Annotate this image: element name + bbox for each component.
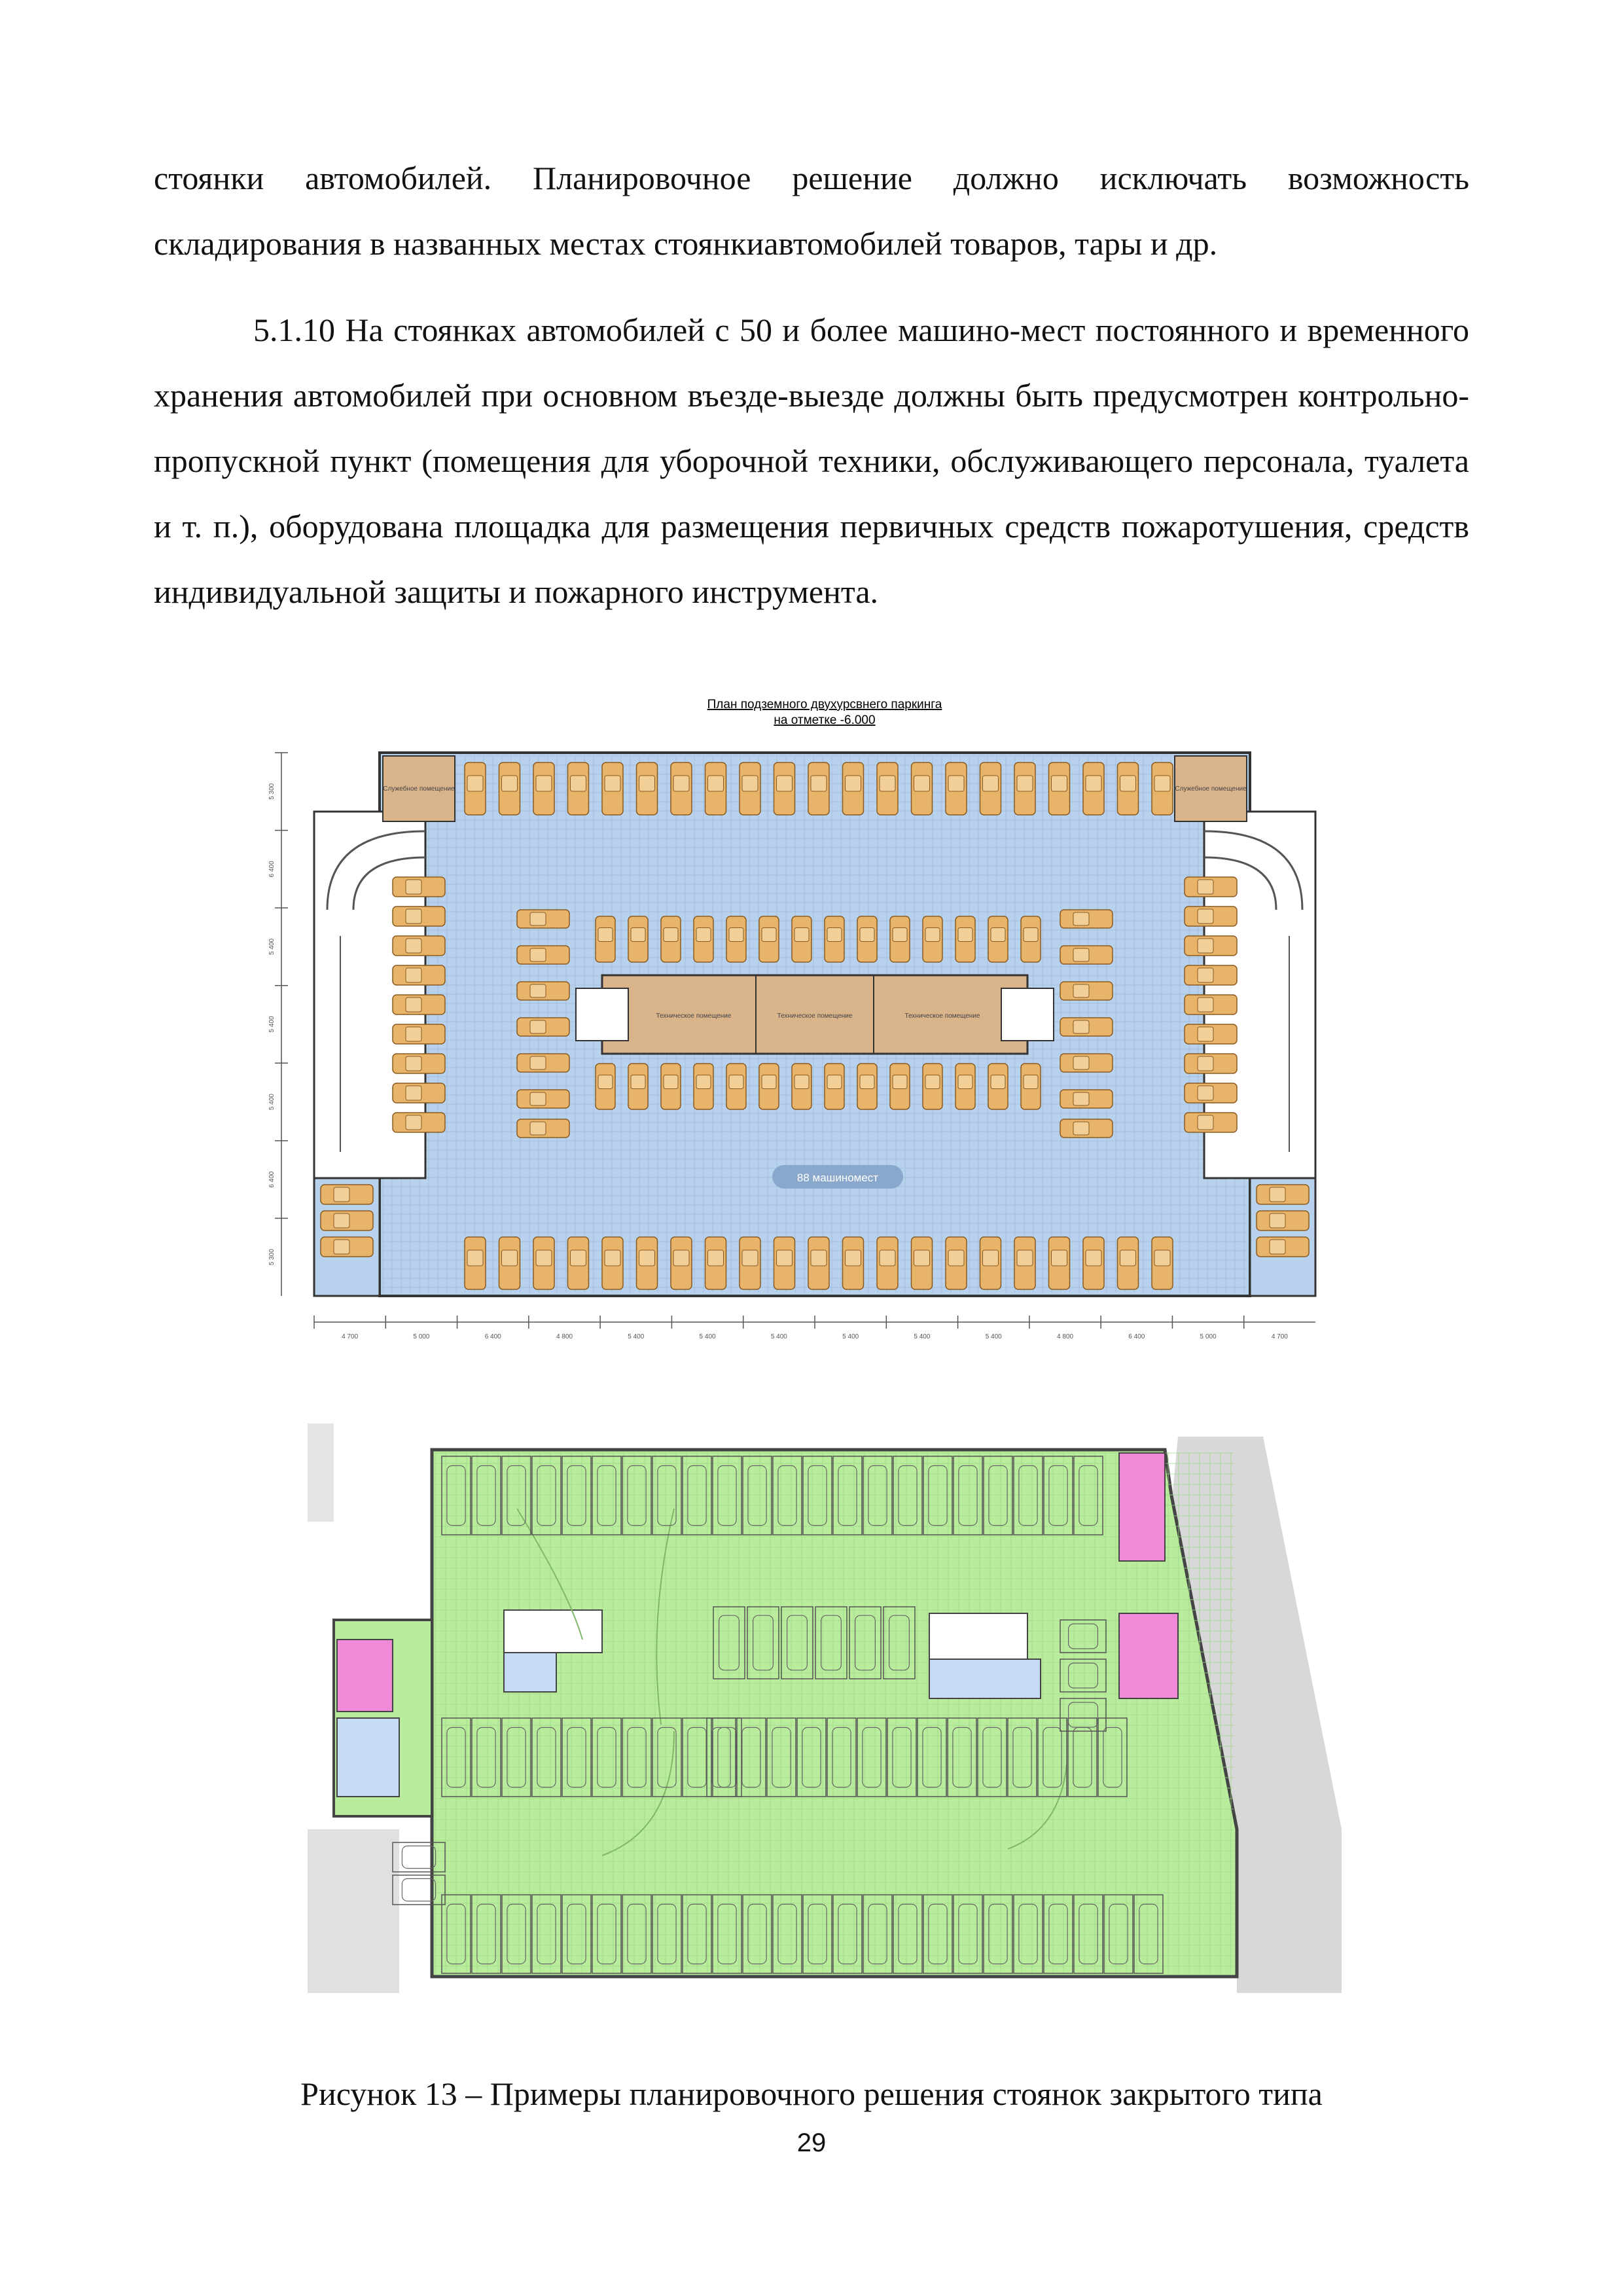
- dimension-label: 5 400: [914, 1333, 931, 1340]
- dimensions-left: [268, 753, 288, 1265]
- dimension-label: 6 400: [1128, 1333, 1145, 1340]
- figure-parking-plan-1: [268, 694, 1368, 1348]
- dimension-label: 4 800: [1056, 1333, 1074, 1340]
- service-room-label-right: Служебное помещение: [1175, 785, 1247, 793]
- page-number: 29: [796, 2128, 827, 2157]
- figure1-title-line2: на отметке -6.000: [774, 713, 876, 727]
- dimension-label: 4 700: [342, 1333, 359, 1340]
- dimension-label: 5 000: [1200, 1333, 1217, 1340]
- dimension-label: 5 400: [268, 1094, 276, 1111]
- dimension-label: 6 400: [268, 861, 276, 878]
- dimension-label: 5 400: [842, 1333, 859, 1340]
- dimension-label: 4 800: [556, 1333, 573, 1340]
- room-pink-left: [337, 1640, 393, 1712]
- figure2-floor: [432, 1450, 1237, 1977]
- paragraph-5-1-10: 5.1.10 На стоянках автомобилей с 50 и более машино-мест постоянного и временного хранения автомобилей при основном въезде-выезде должны быть предусмотрен контрольно-пропускной пункт (помещения для уборочной техники, обслуживающего персонала, туалета и т. п.), оборудована площадка для размещения первичных средств пожаротушения, средств индивидуальной защиты и пожарного инструмента.: [154, 312, 1469, 610]
- figure-parking-plan-2: [308, 1424, 1342, 1993]
- dimension-label: 6 400: [268, 1171, 276, 1188]
- dimension-label: 5 000: [413, 1333, 430, 1340]
- figure1-title-line1: План подземного двухурсвнего паркинга: [707, 698, 942, 711]
- room-pink-right: [1119, 1613, 1178, 1698]
- dimension-label: 5 300: [268, 1249, 276, 1266]
- tech-room-label-2: Техническое помещение: [777, 1013, 853, 1020]
- capacity-label: 88 машиномест: [796, 1172, 879, 1184]
- tech-room-label-1: Техническое помещение: [656, 1013, 732, 1020]
- dimension-label: 5 400: [699, 1333, 716, 1340]
- dimension-label: 5 400: [268, 938, 276, 955]
- paragraph-continuation: стоянки автомобилей. Планировочное решение должно исключать возможность складирования в названных местах стоянкиавтомобилей товаров, тары и др.: [154, 160, 1469, 262]
- service-room-label-left: Служебное помещение: [383, 785, 455, 793]
- dimension-label: 6 400: [484, 1333, 501, 1340]
- dimension-label: 5 400: [770, 1333, 787, 1340]
- dimension-label: 5 400: [628, 1333, 645, 1340]
- dimension-label: 5 400: [985, 1333, 1002, 1340]
- room-pink-top-right: [1119, 1453, 1165, 1561]
- dimension-label: 4 700: [1271, 1333, 1288, 1340]
- dimension-label: 5 400: [268, 1016, 276, 1033]
- tech-room-label-3: Техническое помещение: [904, 1013, 980, 1020]
- figure-caption: Рисунок 13 – Примеры планировочного решения стоянок закрытого типа: [300, 2075, 1323, 2112]
- dimensions-bottom: [314, 1316, 1288, 1340]
- dimension-label: 5 300: [268, 783, 276, 800]
